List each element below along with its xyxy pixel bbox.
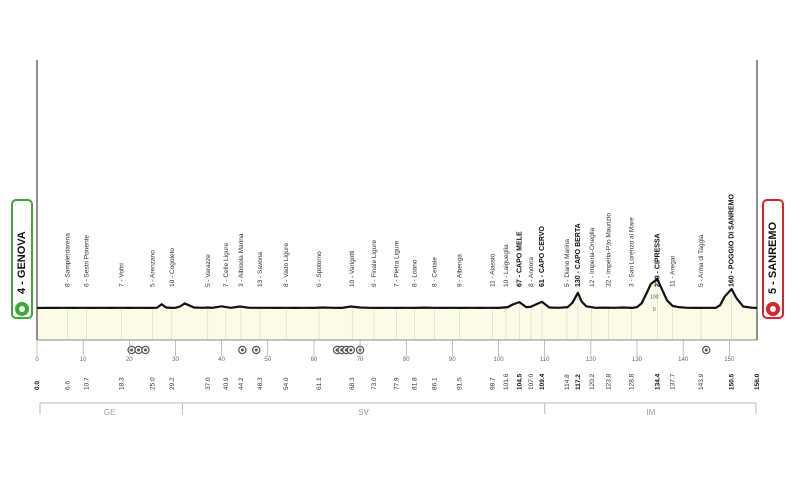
place-label: 8 - Ceriale	[431, 257, 439, 287]
finish-badge	[763, 200, 783, 318]
start-flag-icon	[15, 302, 29, 316]
place-label: 8 - Andora	[527, 257, 535, 287]
km-label: 6.6	[64, 380, 72, 390]
x-axis-tick-label: 60	[310, 357, 318, 363]
km-label: 40.9	[222, 377, 230, 390]
km-label: 101.6	[502, 373, 510, 390]
place-label: 7 - Pietra Ligure	[393, 240, 401, 287]
km-label: 0.0	[34, 380, 41, 390]
x-axis-tick-label: 110	[539, 357, 550, 363]
km-label: 68.3	[349, 377, 357, 390]
place-label: 7 - Voltri	[118, 263, 126, 287]
y-tick-label: 100	[650, 294, 659, 301]
region-label: IM	[646, 408, 656, 417]
road-marker-dot	[349, 349, 352, 352]
finish-badge-label: 5 - SANREMO	[767, 221, 779, 294]
road-marker-icon	[347, 346, 354, 353]
place-labels-layer	[64, 193, 735, 287]
road-marker-dot	[144, 349, 147, 352]
markers-layer	[128, 346, 710, 353]
place-label: 5 - Diano Marina	[563, 238, 571, 287]
km-label: 128.8	[628, 373, 636, 390]
km-label: 120.2	[588, 373, 596, 390]
place-label: 239 - CIPRESSA	[654, 233, 662, 287]
regions-layer	[40, 403, 756, 417]
km-label: 107.0	[527, 373, 535, 390]
badge-icon-center	[19, 306, 25, 312]
km-label: 10.7	[83, 377, 91, 390]
x-axis-tick-label: 120	[585, 357, 596, 363]
place-label: 11 - Aregai	[669, 256, 677, 287]
km-label: 137.7	[669, 373, 677, 390]
x-axis-tick-label: 50	[264, 357, 272, 363]
place-label: 10 - Cogoleto	[168, 247, 176, 287]
km-label: 150.5	[728, 373, 736, 390]
road-marker-dot	[705, 349, 708, 352]
km-label: 91.5	[456, 377, 464, 390]
finish-flag-icon	[766, 302, 780, 316]
start-badge-label: 4 - GENOVA	[16, 231, 28, 294]
place-label: 6 - Spotorno	[316, 251, 323, 287]
km-label: 44.2	[238, 377, 245, 390]
place-label: 5 - Arma di Taggia	[698, 234, 706, 287]
km-label: 54.0	[283, 377, 291, 390]
x-axis-tick-label: 20	[125, 357, 133, 363]
km-label: 73.0	[370, 377, 378, 390]
place-label: 3 - Albisola Marina	[238, 233, 245, 287]
place-label: 5 - Arenzano	[149, 250, 157, 287]
place-label: 13 - Savona	[256, 251, 264, 287]
x-axis-tick-label: 80	[402, 357, 410, 363]
km-label: 143.9	[698, 373, 706, 390]
place-label: 3 - San Lorenzo al Mare	[628, 217, 636, 287]
x-axis-tick-label: 10	[79, 357, 87, 363]
place-label: 12 - Imperia-Oneglia	[588, 227, 596, 287]
km-label: 61.1	[316, 377, 323, 390]
x-axis-tick-label: 30	[172, 357, 179, 363]
elevation-area-layer	[37, 60, 757, 340]
place-label: 8 - Vado Ligure	[283, 243, 291, 287]
place-label: 9 - Finale Ligure	[370, 240, 378, 287]
place-label: 5 - Varazze	[204, 254, 212, 287]
km-label: 104.5	[516, 373, 524, 390]
km-label: 37.0	[204, 377, 212, 390]
road-marker-icon	[135, 346, 142, 353]
km-label: 25.0	[149, 377, 157, 390]
place-label: 11 - Alassio	[489, 253, 497, 287]
x-axis-tick-label: 70	[356, 357, 364, 363]
place-label: 61 - CAPO CERVO	[538, 226, 546, 287]
km-label: 123.8	[605, 373, 613, 390]
km-label: 81.8	[411, 377, 419, 390]
x-axis-tick-label: 0	[35, 357, 39, 363]
km-label: 156.0	[754, 373, 761, 390]
x-axis-tick-label: 140	[678, 357, 689, 363]
km-label: 29.2	[168, 377, 176, 390]
km-labels-layer	[34, 373, 761, 390]
road-marker-dot	[130, 349, 133, 352]
start-badge	[12, 200, 32, 318]
road-marker-dot	[255, 349, 258, 352]
km-label: 98.7	[489, 377, 497, 390]
km-label: 134.4	[654, 373, 662, 390]
road-marker-icon	[142, 346, 149, 353]
km-label: 77.9	[393, 377, 401, 390]
km-label: 109.4	[538, 373, 546, 390]
place-label: 130 - CAPO BERTA	[574, 223, 582, 287]
x-axis-tick-label: 100	[493, 357, 504, 363]
region-label: SV	[358, 408, 369, 417]
region-label: GE	[103, 408, 116, 417]
road-marker-icon	[253, 346, 260, 353]
place-label: 67 - CAPO MELE	[516, 231, 524, 287]
x-axis-tick-label: 40	[218, 357, 225, 363]
x-axis-tick-label: 130	[631, 357, 643, 363]
badge-icon-center	[770, 306, 776, 312]
place-label: 7 - Celle Ligure	[222, 242, 230, 287]
road-marker-icon	[703, 346, 710, 353]
place-label: 9 - Albenga	[456, 254, 464, 287]
place-label: 6 - Sestri Ponente	[83, 234, 91, 287]
road-marker-icon	[239, 346, 246, 353]
place-label: 32 - Imperia-P.to Maurizio	[605, 213, 613, 287]
x-axis-tick-label: 150	[724, 357, 735, 363]
km-label: 48.3	[256, 377, 264, 390]
place-label: 8 - Loano	[411, 259, 419, 287]
place-label: 160 - POGGIO DI SANREMO	[728, 194, 736, 287]
place-label: 10 - Varigotti	[349, 250, 357, 287]
x-axis-tick-label: 90	[449, 357, 456, 363]
place-label: 8 - Sampierdarena	[64, 233, 72, 287]
place-label: 10 - Laigueglia	[502, 244, 510, 287]
km-label: 117.2	[574, 374, 582, 390]
y-tick-label: 0	[652, 307, 656, 313]
road-marker-dot	[241, 349, 244, 352]
km-label: 86.1	[431, 377, 439, 390]
road-marker-dot	[137, 349, 140, 352]
km-label: 114.8	[563, 374, 571, 390]
km-label: 18.3	[118, 377, 126, 390]
